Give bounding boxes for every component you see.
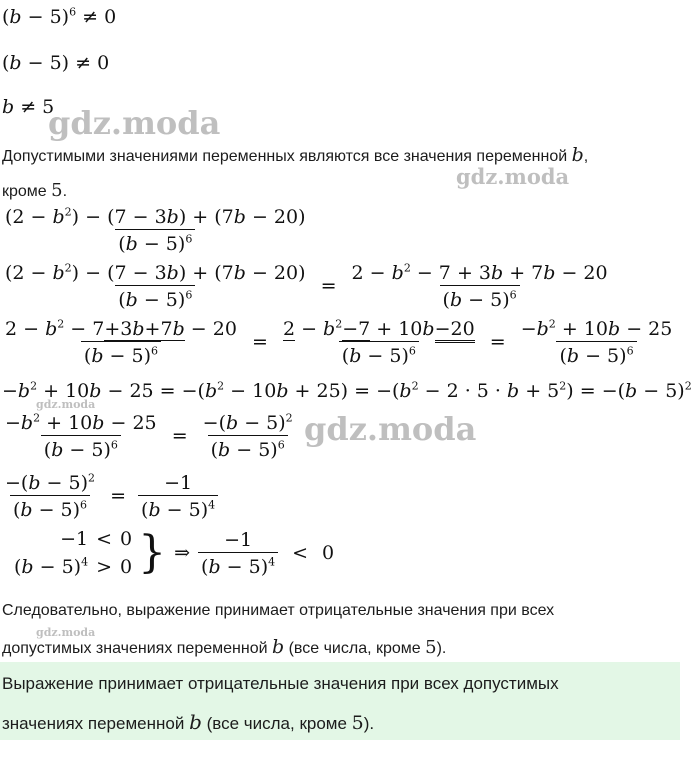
math-line-2: (b − 5) ≠ 0: [2, 52, 110, 74]
factoring-line: $-b^2 + 10b - 25 = -(b^2 - 10b + 25) = -(b^2 - 2 \cdot 5 \cdot b + 5^2) = -(b - 5)^2$: [2, 379, 692, 402]
answer-line-1: [2, 674, 559, 694]
text-span: Допустимыми значениями переменных являются все значения переменной: [2, 148, 572, 165]
text-span: Выражение принимает отрицательные значения при всех допустимых: [2, 674, 559, 693]
text-span: ).: [436, 640, 447, 657]
math-line-3: b ≠ 5: [2, 96, 55, 118]
text-span: кроме: [2, 183, 52, 200]
number-five: 5: [51, 180, 63, 201]
text-span: ).: [363, 714, 375, 733]
text-span: Следовательно, выражение принимает отрицательные значения при всех: [2, 602, 555, 619]
domain-statement: [2, 144, 588, 166]
text-span: (все числа, кроме: [201, 714, 352, 733]
variable-b: b: [189, 710, 202, 734]
expression-expand: $\frac{(2 - b^2) - (7 - 3b) + (7b - 20)}{(b - 5)^6}$ = $\frac{2 - b^2 - 7 + 3b + 7b - 20}{(b - 5)^6}$: [5, 261, 608, 311]
variable-b: b: [571, 144, 584, 166]
watermark: gdz.moda: [36, 398, 96, 411]
expression-combine: $\frac{2 - b^2 - 7+3b+7b - 20}{(b - 5)^6}$ = $\frac{2 - b^2-7 + 10b-20}{(b - 5)^6}$ = $\frac{-b^2 + 10b - 25}{(b - 5)^6}$: [5, 317, 673, 367]
watermark: gdz.moda: [304, 410, 477, 448]
expression-reduce: $\frac{-(b - 5)^2}{(b - 5)^6}$ = $\frac{-1}{(b - 5)^4}$: [2, 472, 218, 521]
variable-b: b: [271, 636, 285, 658]
answer-line-2: [2, 710, 374, 734]
text-span: значениях переменной: [2, 714, 190, 733]
math-line-1: $(b - 5)^6 \ne 0$: [2, 5, 117, 28]
domain-statement-cont: [2, 180, 67, 201]
sign-system: −1 < 0 $(b - 5)^4$ > 0 } ⇒ $\frac{-1}{(b - 5)^4}$ < 0: [14, 527, 335, 578]
conclusion-text: [2, 602, 554, 620]
text-span: допустимых значениях переменной: [2, 640, 272, 657]
text-span: (все числа, кроме: [284, 640, 426, 657]
expression-substitute: $\frac{-b^2 + 10b - 25}{(b - 5)^6}$ = $\frac{-(b - 5)^2}{(b - 5)^6}$: [5, 411, 293, 461]
conclusion-text-cont: [2, 636, 446, 658]
answer-box: [0, 662, 680, 740]
watermark: gdz.moda: [48, 104, 221, 142]
watermark: gdz.moda: [36, 626, 96, 639]
text-span: .: [62, 183, 68, 200]
expression-fraction: $\frac{(2 - b^2) - (7 - 3b) + (7b - 20)}{(b - 5)^6}$: [5, 205, 306, 255]
watermark: gdz.moda: [456, 164, 570, 189]
text-span: ,: [583, 148, 589, 165]
number-five: 5: [425, 637, 437, 658]
number-five: 5: [351, 712, 364, 734]
